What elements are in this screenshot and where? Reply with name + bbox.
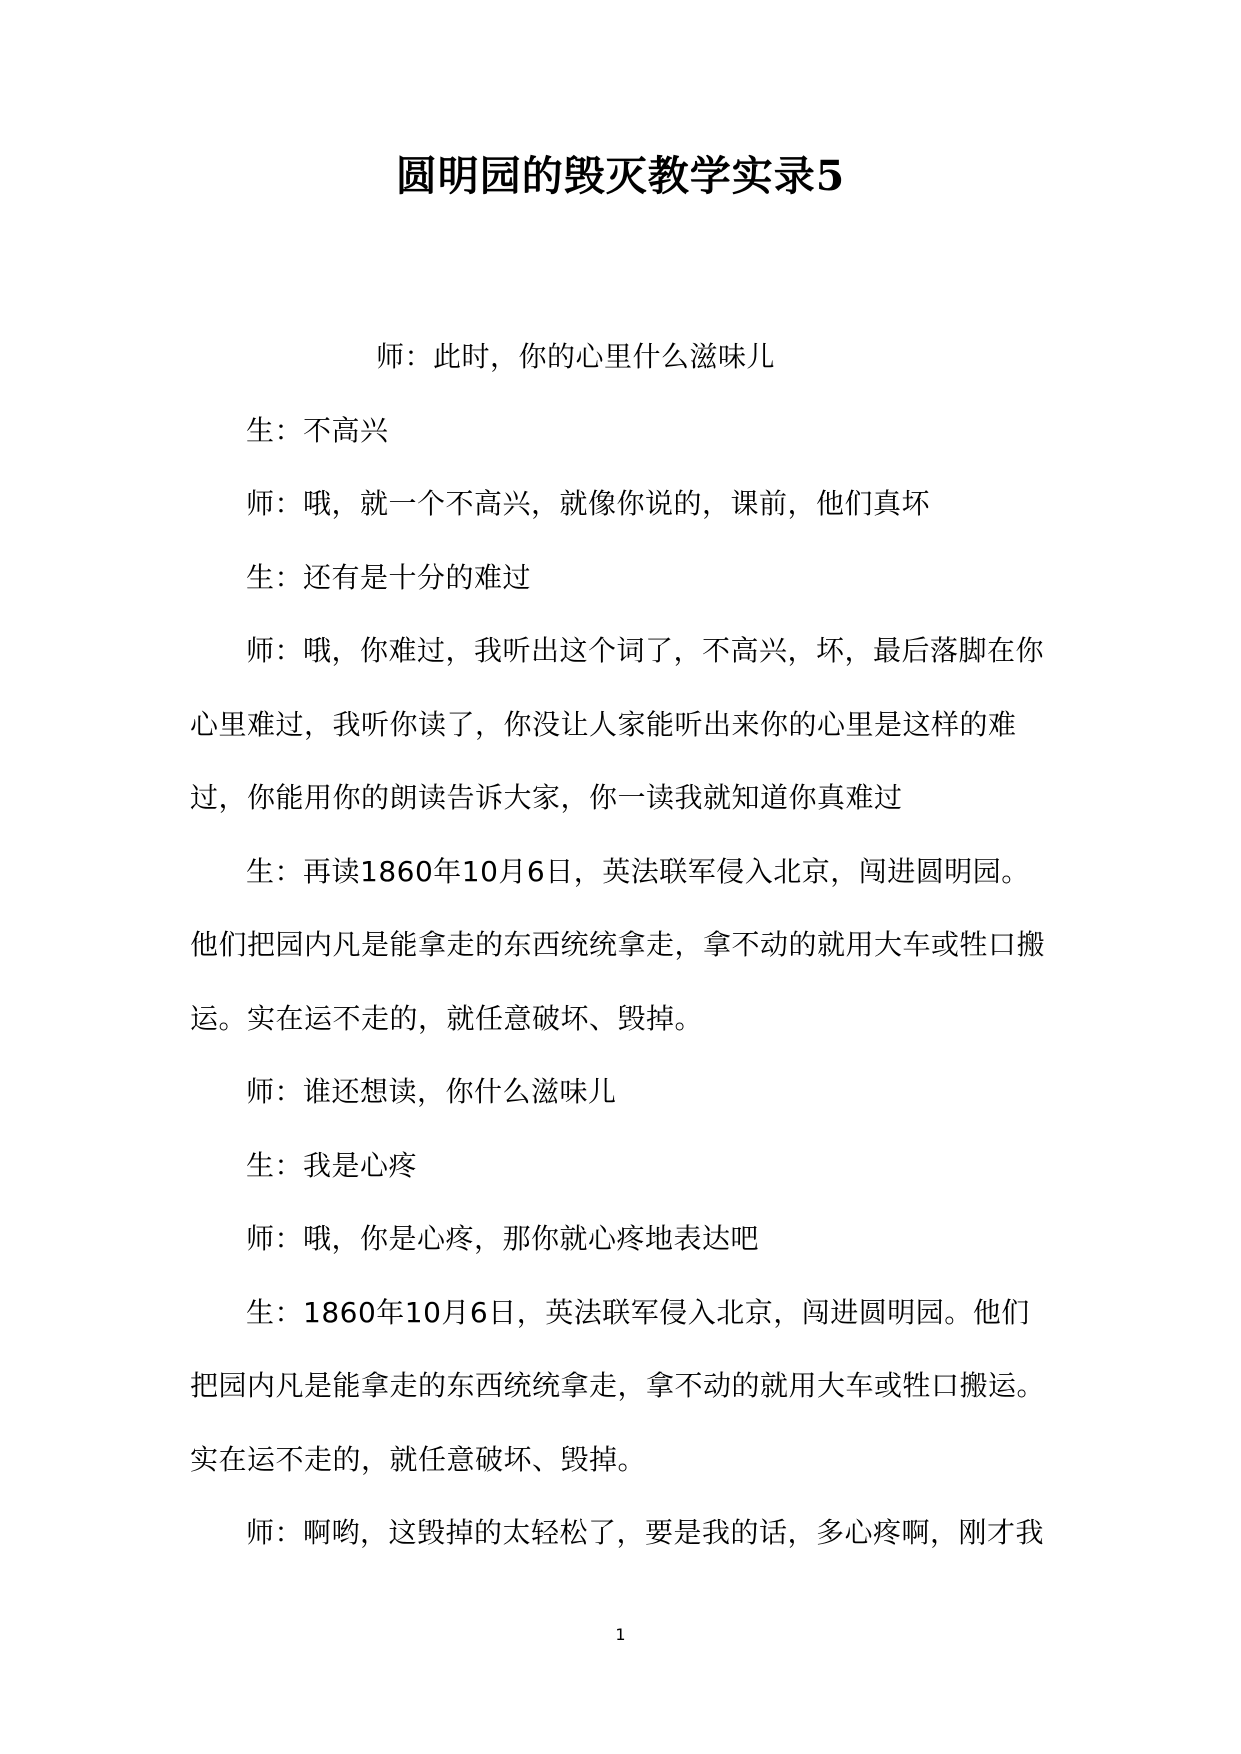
paragraph: 生：我是心疼 bbox=[246, 1148, 418, 1182]
paragraph: 生：1860年10月6日，英法联军侵入北京，闯进圆明园。他们把园内凡是能拿走的东西统统拿走，拿不动的就用大车或牲口搬运。实在运不走的，就任意破坏、毁掉。 bbox=[190, 1295, 1046, 1476]
page-number: 1 bbox=[615, 1625, 626, 1644]
document-body bbox=[190, 320, 1056, 1570]
paragraph: 生：还有是十分的难过 bbox=[246, 560, 532, 594]
paragraph: 师：哦，就一个不高兴，就像你说的，课前，他们真坏 bbox=[246, 487, 931, 520]
paragraph: 师：哦，你是心疼，那你就心疼地表达吧 bbox=[246, 1222, 760, 1255]
paragraph: 师：哦，你难过，我听出这个词了，不高兴，坏，最后落脚在你心里难过，我听你读了，你没让人家能听出来你的心里是这样的难过，你能用你的朗读告诉大家，你一读我就知道你真难过 bbox=[190, 634, 1045, 814]
paragraph: 师：啊哟，这毁掉的太轻松了，要是我的话，多心疼啊，刚才我 bbox=[246, 1516, 1045, 1549]
document-title: 圆明园的毁灭教学实录5 bbox=[395, 152, 846, 200]
paragraph: 生：不高兴 bbox=[246, 413, 389, 447]
paragraph: 师：谁还想读，你什么滋味儿 bbox=[246, 1075, 617, 1108]
paragraph: 生：再读1860年10月6日，英法联军侵入北京，闯进圆明园。他们把园内凡是能拿走的东西统统拿走，拿不动的就用大车或牲口搬运。实在运不走的，就任意破坏、毁掉。 bbox=[190, 854, 1046, 1035]
paragraph: 师：此时，你的心里什么滋味儿 bbox=[376, 340, 776, 373]
